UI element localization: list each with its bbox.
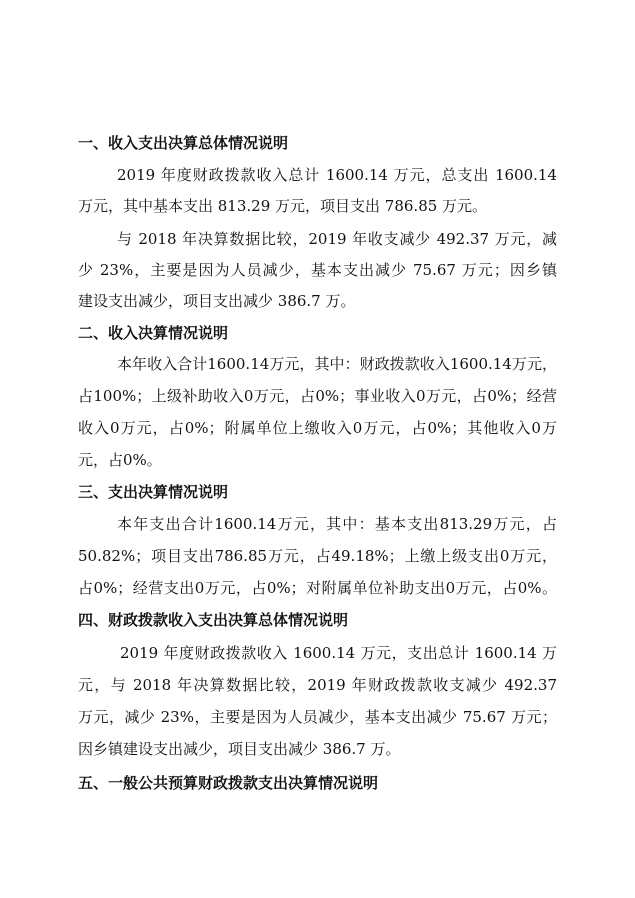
paragraph-line: 万元，其中基本支出 813.29 万元，项目支出 786.85 万元。 (78, 197, 488, 215)
section-heading: 五、一般公共预算财政拨款支出决算情况说明 (78, 774, 379, 792)
paragraph-line: 与 2018 年决算数据比较，2019 年收支减少 492.37 万元，减 (117, 230, 557, 248)
paragraph-line: 建设支出减少，项目支出减少 386.7 万。 (78, 292, 356, 310)
paragraph-line: 万元，减少 23%，主要是因为人员减少，基本支出减少 75.67 万元； (78, 708, 557, 726)
paragraph-line: 元，占0%。 (78, 451, 162, 469)
paragraph-line: 占100%；上级补助收入0万元，占0%；事业收入0万元，占0%；经营 (78, 387, 557, 405)
section-heading: 三、支出决算情况说明 (78, 483, 229, 501)
paragraph-line: 2019 年度财政拨款收入总计 1600.14 万元，总支出 1600.14 (117, 166, 557, 184)
paragraph-line: 本年支出合计1600.14万元，其中：基本支出813.29万元，占 (117, 515, 557, 533)
section-heading: 一、收入支出决算总体情况说明 (78, 134, 289, 152)
section-heading: 二、收入决算情况说明 (78, 324, 229, 342)
paragraph-line: 本年收入合计1600.14万元，其中：财政拨款收入1600.14万元， (117, 355, 557, 373)
paragraph-line: 元，与 2018 年决算数据比较，2019 年财政拨款收支减少 492.37 (78, 676, 557, 694)
paragraph-line: 因乡镇建设支出减少，项目支出减少 386.7 万。 (78, 740, 401, 758)
paragraph-line: 2019 年度财政拨款收入 1600.14 万元，支出总计 1600.14 万 (120, 644, 557, 662)
section-heading: 四、财政拨款收入支出决算总体情况说明 (78, 611, 349, 629)
paragraph-line: 50.82%；项目支出786.85万元，占49.18%；上缴上级支出0万元， (78, 547, 557, 565)
paragraph-line: 收入0万元，占0%；附属单位上缴收入0万元，占0%；其他收入0万 (78, 419, 557, 437)
paragraph-line: 少 23%，主要是因为人员减少，基本支出减少 75.67 万元；因乡镇 (78, 261, 557, 279)
paragraph-line: 占0%；经营支出0万元，占0%；对附属单位补助支出0万元，占0%。 (78, 579, 557, 597)
